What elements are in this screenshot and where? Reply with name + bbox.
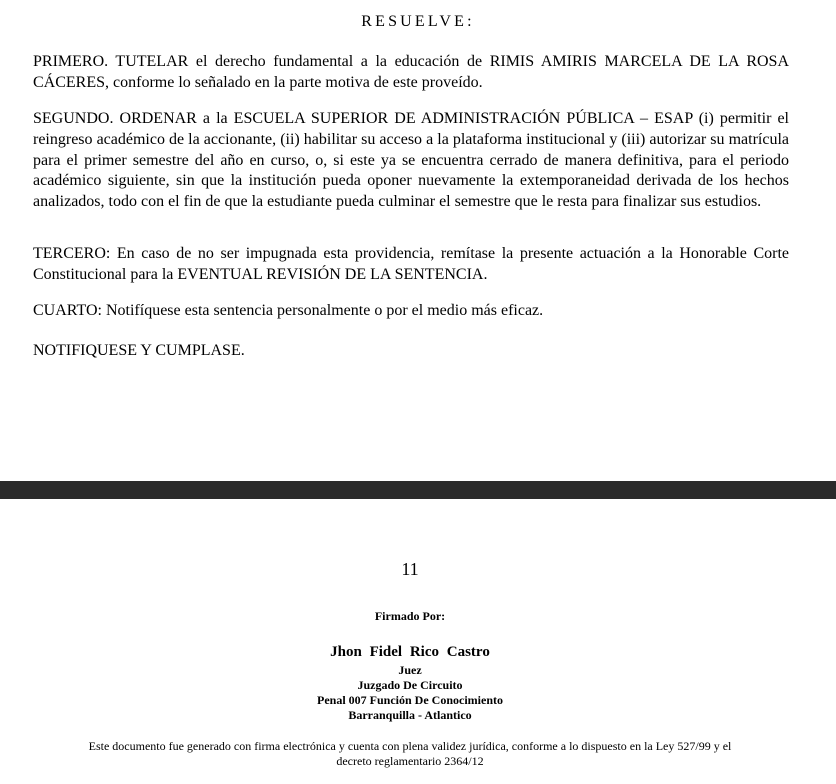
signer-name: Jhon Fidel Rico Castro — [330, 644, 490, 660]
signer-division-line: Penal 007 Función De Conocimiento — [317, 693, 503, 707]
paragraph-tercero: TERCERO: En caso de no ser impugnada esta providencia, remítase la presente actuación a la Honorable Corte Constitucional para la EVENTUAL REVISIÓN DE LA SENTENCIA. — [33, 245, 789, 283]
footer-note-line-2: decreto reglamentario 2364/12 — [336, 754, 484, 768]
paragraph-closing: NOTIFIQUESE Y CUMPLASE. — [33, 342, 245, 359]
electronic-signature-note — [40, 739, 780, 769]
signer-court-line: Juzgado De Circuito — [357, 678, 463, 692]
paragraph-cuarto: CUARTO: Notifíquese esta sentencia personalmente o por el medio más eficaz. — [33, 302, 544, 319]
signer-role-block — [0, 663, 820, 723]
paragraph-segundo: SEGUNDO. ORDENAR a la ESCUELA SUPERIOR DE ADMINISTRACIÓN PÚBLICA – ESAP (i) permitir el reingreso académico de la accionante, (ii) habilitar su acceso a la plataforma institucional y (iii) autorizar su matrícula para el primer semestre del año en curso, o, si este ya se encuentra cerrado de manera definitiva, para el periodo académico siguiente, sin que la institución pueda oponer nuevamente la extemporaneidad derivada de los hechos analizados, todo con el fin de que la estudiante pueda culminar el semestre que le resta para finalizar sus estudios. — [33, 110, 789, 211]
signer-role-line: Juez — [398, 663, 422, 677]
paragraph-primero: PRIMERO. TUTELAR el derecho fundamental a la educación de RIMIS AMIRIS MARCELA DE LA ROSA CÁCERES, conforme lo señalado en la parte motiva de este proveído. — [33, 53, 789, 91]
footer-note-line-1: Este documento fue generado con firma electrónica y cuenta con plena validez jurídica, conforme a lo dispuesto en la Ley 527/99 y el — [88, 739, 732, 753]
resolution-heading: RESUELVE: — [361, 13, 475, 30]
page-number: 11 — [401, 559, 419, 579]
signed-by-label: Firmado Por: — [374, 609, 446, 623]
signer-city-line: Barranquilla - Atlantico — [348, 708, 472, 722]
page-separator — [0, 481, 836, 499]
